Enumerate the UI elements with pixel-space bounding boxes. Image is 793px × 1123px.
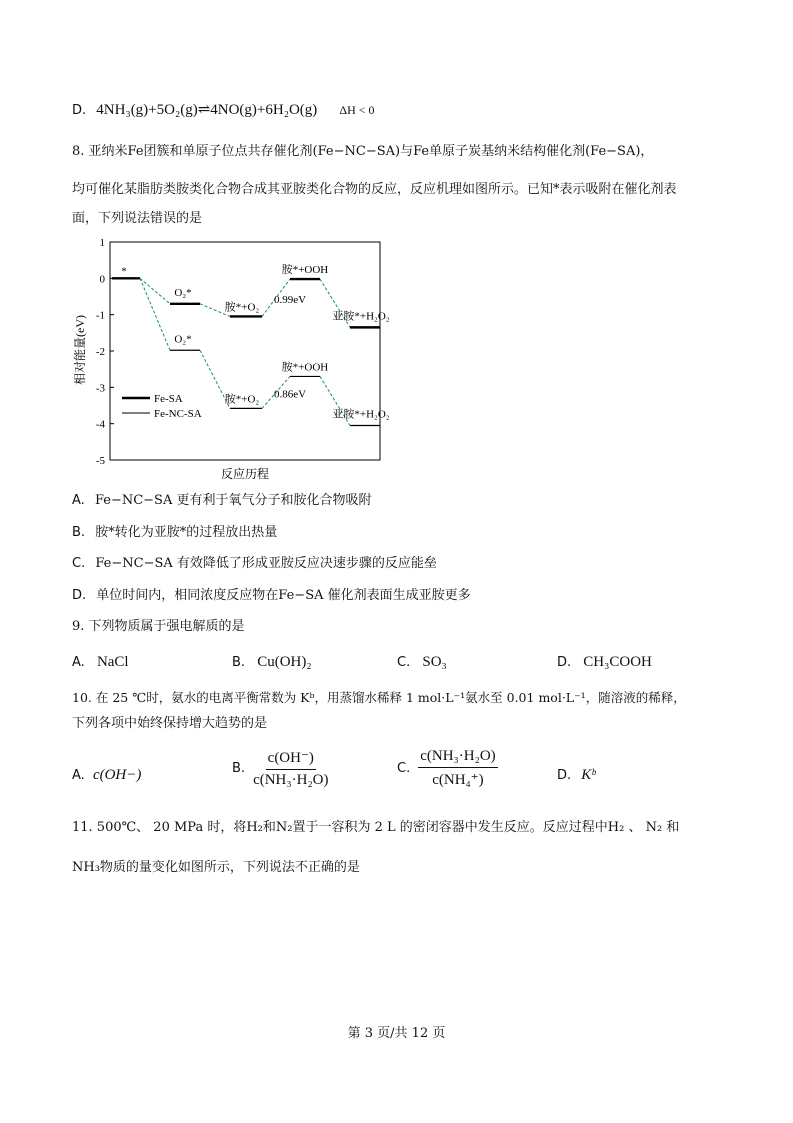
q10-stem-line2: 下列各项中始终保持增大趋势的是 bbox=[72, 716, 268, 731]
q8-option-d: D. 单位时间内，相同浓度反应物在Fe−SA 催化剂表面生成亚胺更多 bbox=[72, 588, 471, 603]
legend-label-fe-nc-sa: Fe-NC-SA bbox=[154, 408, 202, 420]
q7-option-d: D. 4NH₃(g)+5O₂(g)⇌4NO(g)+6H₂O(g) ΔH < 0 bbox=[72, 102, 375, 118]
q10-option-b-fraction: $\frac{c(OH^-)}{\text{c(NH₃·H₂O)}}$ bbox=[253, 750, 329, 788]
q9-option-c: C. SO₃ bbox=[397, 654, 447, 670]
stage-label: O₂* bbox=[174, 286, 192, 299]
y-axis bbox=[96, 237, 114, 467]
legend bbox=[122, 393, 202, 420]
energy-profile-chart bbox=[70, 232, 400, 488]
q9-stem: 9. 下列物质属于强电解质的是 bbox=[72, 619, 245, 634]
y-axis-label: 相对能量(eV) bbox=[73, 315, 87, 385]
y-tick-label: 1 bbox=[99, 237, 105, 249]
y-tick-label: -5 bbox=[95, 455, 105, 467]
y-tick-label: -1 bbox=[95, 309, 105, 322]
stage-label: 胺*+O₂ bbox=[224, 393, 260, 406]
q8-stem-line2: 均可催化某脂肪类胺类化合物合成其亚胺类化合物的反应，反应机理如图所示。已知*表示吸附在催化剂表 bbox=[72, 182, 677, 197]
q10-stem-line1: 10. 在 25 ℃时，氨水的电离平衡常数为 Kᵇ，用蒸馏水稀释 1 mol·L⁻¹氨水至 0.01 mol·L⁻¹，随溶液的稀释， bbox=[72, 690, 686, 705]
q9-option-d: D. CH₃COOH bbox=[557, 654, 652, 670]
q7-option-d-equation: 4NH₃(g)+5O₂(g)⇌4NO(g)+6H₂O(g) bbox=[96, 102, 318, 118]
y-tick-label: -4 bbox=[95, 418, 105, 431]
chart-frame bbox=[110, 242, 380, 460]
x-axis-label: 反应历程 bbox=[220, 467, 270, 481]
q8-option-b: B. 胺*转化为亚胺*的过程放出热量 bbox=[72, 525, 278, 540]
q9-option-a: A. NaCl bbox=[72, 654, 129, 670]
y-tick-label: 0 bbox=[99, 273, 105, 286]
q10-option-c-fraction: $\frac{\text{c(NH₃·H₂O)}}{\text{c(NH₄⁺)}}$ bbox=[420, 748, 496, 788]
page-footer: 第 3 页/共 12 页 bbox=[347, 1026, 446, 1041]
q8-stem-line3: 面，下列说法错误的是 bbox=[72, 211, 203, 226]
barrier-label: 0.99eV bbox=[273, 293, 307, 306]
q8-option-c: C. Fe−NC−SA 有效降低了形成亚胺反应决速步骤的反应能垒 bbox=[72, 556, 437, 571]
stage-label: 亚胺*+H₂O₂ bbox=[332, 310, 390, 323]
barrier-label: 0.86eV bbox=[273, 388, 307, 401]
stage-label: 胺*+OOH bbox=[281, 361, 329, 374]
q8-stem-line1: 8. 亚纳米Fe团簇和单原子位点共存催化剂(Fe−NC−SA)与Fe单原子炭基纳米结构催化剂(Fe−SA)， bbox=[72, 144, 654, 159]
connector-line bbox=[140, 278, 170, 350]
q10-option-b: B. $\frac{c(OH^-)}{\text{c(NH₃·H₂O)}}$ bbox=[232, 750, 329, 788]
q7-option-d-enthalpy: ΔH < 0 bbox=[339, 103, 375, 117]
stage-label: * bbox=[121, 265, 127, 278]
q8-option-a: A. Fe−NC−SA 更有利于氧气分子和胺化合物吸附 bbox=[72, 493, 372, 508]
stage-label: 胺*+O₂ bbox=[224, 301, 260, 314]
q9-option-b: B. Cu(OH)₂ bbox=[232, 654, 312, 670]
stage-label: O₂* bbox=[174, 333, 192, 346]
q11-stem-line1: 11. 500℃、 20 MPa 时，将H₂和N₂置于一容积为 2 L 的密闭容器中发生反应。反应过程中H₂ 、 N₂ 和 bbox=[72, 820, 680, 835]
stage-label: 胺*+OOH bbox=[281, 264, 329, 277]
q10-option-a: A. c(OH−) bbox=[72, 767, 142, 783]
stage-label: 亚胺*+H₂O₂ bbox=[332, 408, 390, 421]
q11-stem-line2: NH₃物质的量变化如图所示，下列说法不正确的是 bbox=[72, 860, 360, 875]
y-tick-label: -3 bbox=[95, 382, 105, 395]
legend-label-fe-sa: Fe-SA bbox=[154, 393, 183, 405]
y-tick-label: -2 bbox=[95, 346, 105, 358]
connector-line bbox=[140, 278, 170, 303]
q10-option-c: C. $\frac{\text{c(NH₃·H₂O)}}{\text{c(NH₄⁺)}}$ bbox=[397, 748, 496, 788]
q10-option-d: D. Kᵇ bbox=[557, 767, 596, 783]
